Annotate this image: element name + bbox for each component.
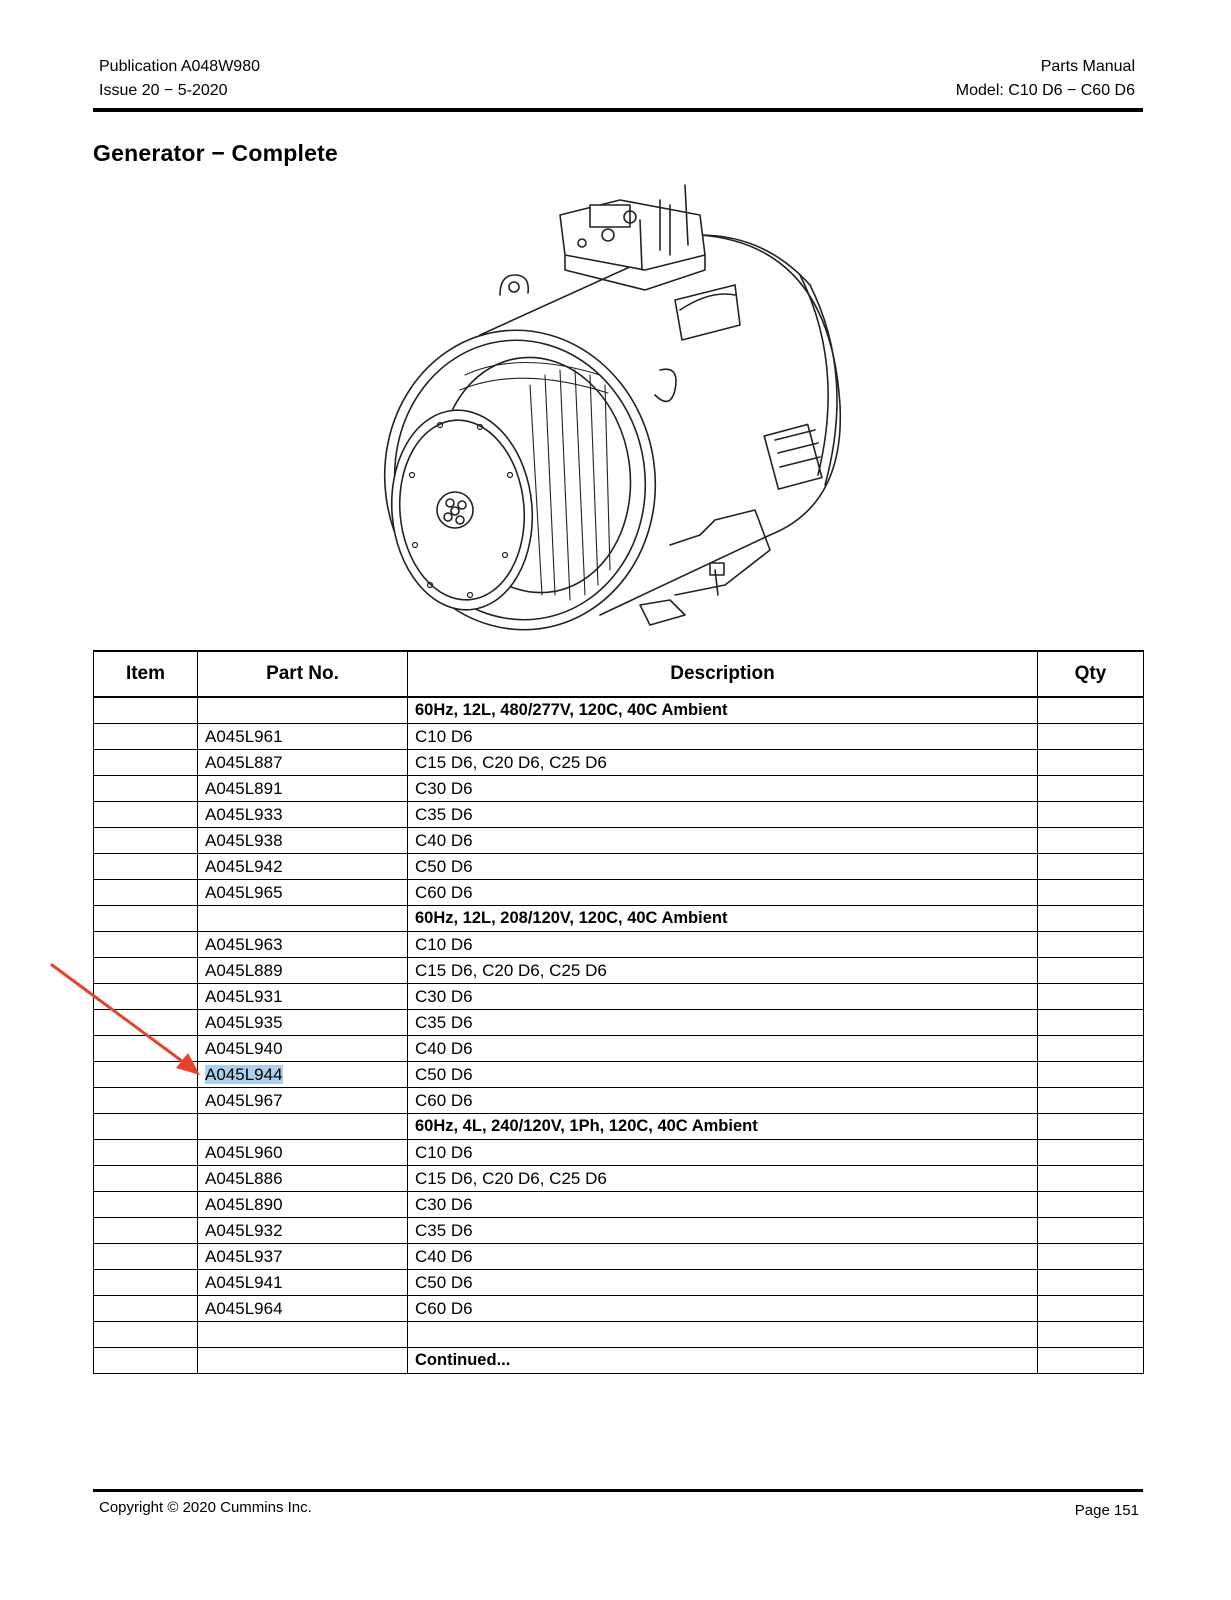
description-cell [408, 776, 1038, 802]
table-row [94, 932, 1144, 958]
part-number-cell-text: A045L967 [205, 1090, 283, 1110]
manual-type: Parts Manual [1040, 58, 1135, 75]
part-number-cell-text: A045L940 [205, 1038, 283, 1058]
description-cell [408, 1010, 1038, 1036]
item-cell [94, 932, 198, 958]
item-cell [94, 1270, 198, 1296]
part-number-cell-text: A045L938 [205, 830, 283, 850]
description-cell-text: C30 D6 [415, 1194, 473, 1214]
table-row [94, 984, 1144, 1010]
description-cell [408, 802, 1038, 828]
part-number-cell [198, 697, 408, 724]
part-number-cell-text: A045L890 [205, 1194, 283, 1214]
table-group-row [94, 1114, 1144, 1140]
item-cell [94, 1140, 198, 1166]
part-number-cell [198, 724, 408, 750]
part-number-cell [198, 776, 408, 802]
part-number-cell [198, 906, 408, 932]
description-cell [408, 1036, 1038, 1062]
part-number-cell [198, 1296, 408, 1322]
part-number-cell [198, 854, 408, 880]
description-cell-text: 60Hz, 4L, 240/120V, 1Ph, 120C, 40C Ambient [415, 1117, 758, 1135]
table-row [94, 724, 1144, 750]
description-cell [408, 854, 1038, 880]
part-number-cell [198, 1140, 408, 1166]
item-cell [94, 1296, 198, 1322]
item-cell [94, 880, 198, 906]
table-row [94, 750, 1144, 776]
description-cell [408, 1218, 1038, 1244]
part-number-cell-text: A045L965 [205, 882, 283, 902]
table-row [94, 1010, 1144, 1036]
qty-cell [1038, 932, 1144, 958]
part-number-cell [198, 1088, 408, 1114]
description-cell-text: 60Hz, 12L, 480/277V, 120C, 40C Ambient [415, 701, 728, 719]
description-cell-text: C30 D6 [415, 986, 473, 1006]
part-number-cell-text: A045L886 [205, 1168, 283, 1188]
description-cell [408, 724, 1038, 750]
part-number-cell [198, 1244, 408, 1270]
part-number-cell [198, 802, 408, 828]
table-row [94, 1166, 1144, 1192]
part-number-cell [198, 958, 408, 984]
description-cell-text: C60 D6 [415, 882, 473, 902]
description-cell-text: C10 D6 [415, 934, 473, 954]
header-left [99, 55, 260, 103]
description-cell-text: C30 D6 [415, 778, 473, 798]
part-number-cell-text: A045L887 [205, 752, 283, 772]
qty-cell [1038, 724, 1144, 750]
table-group-row [94, 697, 1144, 724]
table-row [94, 880, 1144, 906]
part-number-cell [198, 984, 408, 1010]
description-cell-text: 60Hz, 12L, 208/120V, 120C, 40C Ambient [415, 909, 728, 927]
description-cell [408, 932, 1038, 958]
part-number-cell [198, 1114, 408, 1140]
part-number-cell [198, 1270, 408, 1296]
qty-cell [1038, 1140, 1144, 1166]
description-cell-text: C50 D6 [415, 856, 473, 876]
part-number-cell-text: A045L960 [205, 1142, 283, 1162]
part-number-cell [198, 1218, 408, 1244]
description-cell [408, 697, 1038, 724]
column-header-description: Description [408, 651, 1038, 697]
qty-cell [1038, 1114, 1144, 1140]
description-cell [408, 1270, 1038, 1296]
part-number-cell-text: A045L937 [205, 1246, 283, 1266]
description-cell [408, 1192, 1038, 1218]
item-cell [94, 776, 198, 802]
part-number-cell [198, 932, 408, 958]
table-row [94, 1088, 1144, 1114]
description-cell-text: C50 D6 [415, 1272, 473, 1292]
description-cell [408, 1062, 1038, 1088]
part-number-cell-text: A045L964 [205, 1298, 283, 1318]
table-row [94, 828, 1144, 854]
table-row [94, 1036, 1144, 1062]
part-number-cell [198, 1348, 408, 1374]
qty-cell [1038, 776, 1144, 802]
table-row [94, 1244, 1144, 1270]
red-arrow-annotation [40, 955, 220, 1085]
item-cell [94, 906, 198, 932]
part-number-cell-text: A045L963 [205, 934, 283, 954]
part-number-cell [198, 1166, 408, 1192]
part-number-cell-text: A045L889 [205, 960, 283, 980]
description-cell-text: C40 D6 [415, 830, 473, 850]
part-number-cell-text: A045L931 [205, 986, 283, 1006]
description-cell [408, 1244, 1038, 1270]
description-cell-text: C40 D6 [415, 1246, 473, 1266]
table-row [94, 1322, 1144, 1348]
description-cell [408, 1296, 1038, 1322]
column-header-part-no: Part No. [198, 651, 408, 697]
publication-number: Publication A048W980 [99, 58, 260, 75]
part-number-cell-text: A045L942 [205, 856, 283, 876]
qty-cell [1038, 1348, 1144, 1374]
description-cell [408, 1348, 1038, 1374]
qty-cell [1038, 1036, 1144, 1062]
part-number-cell-text: A045L961 [205, 726, 283, 746]
description-cell-text: C35 D6 [415, 1220, 473, 1240]
generator-illustration [370, 175, 870, 635]
part-number-cell-text: A045L891 [205, 778, 283, 798]
item-cell [94, 1192, 198, 1218]
qty-cell [1038, 1322, 1144, 1348]
description-cell-text: C15 D6, C20 D6, C25 D6 [415, 960, 607, 980]
qty-cell [1038, 828, 1144, 854]
description-cell [408, 750, 1038, 776]
description-cell [408, 958, 1038, 984]
item-cell [94, 750, 198, 776]
highlighted-part-number: A045L944 [205, 1064, 283, 1084]
qty-cell [1038, 1088, 1144, 1114]
part-number-cell-text: A045L935 [205, 1012, 283, 1032]
description-cell-text: C35 D6 [415, 1012, 473, 1032]
table-row [94, 1192, 1144, 1218]
qty-cell [1038, 1244, 1144, 1270]
description-cell-text: C10 D6 [415, 1142, 473, 1162]
table-row [94, 1270, 1144, 1296]
description-cell-text: C35 D6 [415, 804, 473, 824]
copyright-notice: Copyright © 2020 Cummins Inc. [99, 1499, 312, 1516]
qty-cell [1038, 1296, 1144, 1322]
description-cell [408, 1140, 1038, 1166]
item-cell [94, 802, 198, 828]
part-number-cell [198, 880, 408, 906]
part-number-cell [198, 750, 408, 776]
qty-cell [1038, 802, 1144, 828]
description-cell-text: C60 D6 [415, 1298, 473, 1318]
parts-table [93, 650, 1144, 1374]
part-number-cell [198, 1192, 408, 1218]
description-cell-text: C60 D6 [415, 1090, 473, 1110]
header-right [956, 55, 1135, 103]
table-row [94, 854, 1144, 880]
table-row [94, 1218, 1144, 1244]
item-cell [94, 1114, 198, 1140]
description-cell [408, 1088, 1038, 1114]
qty-cell [1038, 1192, 1144, 1218]
part-number-cell [198, 1010, 408, 1036]
model-range: Model: C10 D6 − C60 D6 [955, 82, 1135, 99]
part-number-cell [198, 828, 408, 854]
qty-cell [1038, 906, 1144, 932]
item-cell [94, 697, 198, 724]
issue-date: Issue 20 − 5-2020 [99, 82, 228, 99]
description-cell [408, 984, 1038, 1010]
description-cell-text: C40 D6 [415, 1038, 473, 1058]
description-cell-text: C50 D6 [415, 1064, 473, 1084]
item-cell [94, 1218, 198, 1244]
item-cell [94, 854, 198, 880]
part-number-cell-text: A045L941 [205, 1272, 283, 1292]
qty-cell [1038, 750, 1144, 776]
description-cell [408, 1114, 1038, 1140]
part-number-cell [198, 1322, 408, 1348]
table-group-row [94, 906, 1144, 932]
description-cell [408, 1166, 1038, 1192]
qty-cell [1038, 1010, 1144, 1036]
table-row [94, 1140, 1144, 1166]
description-cell [408, 828, 1038, 854]
description-cell-text: Continued... [415, 1351, 511, 1369]
item-cell [94, 1166, 198, 1192]
table-row [94, 1062, 1144, 1088]
qty-cell [1038, 1062, 1144, 1088]
column-header-item: Item [94, 651, 198, 697]
item-cell [94, 724, 198, 750]
parts-table-body [94, 697, 1144, 1374]
part-number-cell [198, 1036, 408, 1062]
table-group-row [94, 1348, 1144, 1374]
column-header-qty: Qty [1038, 651, 1144, 697]
qty-cell [1038, 697, 1144, 724]
item-cell [94, 1322, 198, 1348]
item-cell [94, 1244, 198, 1270]
description-cell-text: C15 D6, C20 D6, C25 D6 [415, 1168, 607, 1188]
item-cell [94, 1348, 198, 1374]
item-cell [94, 828, 198, 854]
page-number: Page 151 [1074, 1502, 1139, 1519]
page-title: Generator − Complete [93, 140, 338, 166]
part-number-cell [198, 1062, 408, 1088]
table-row [94, 776, 1144, 802]
table-row [94, 1296, 1144, 1322]
item-cell [94, 1088, 198, 1114]
qty-cell [1038, 1270, 1144, 1296]
table-row [94, 958, 1144, 984]
description-cell [408, 1322, 1038, 1348]
qty-cell [1038, 880, 1144, 906]
description-cell-text: C15 D6, C20 D6, C25 D6 [415, 752, 607, 772]
qty-cell [1038, 854, 1144, 880]
table-header-row [94, 651, 1144, 697]
qty-cell [1038, 958, 1144, 984]
footer-divider [93, 1489, 1143, 1492]
table-row [94, 802, 1144, 828]
description-cell [408, 880, 1038, 906]
header-divider [93, 108, 1143, 112]
description-cell [408, 906, 1038, 932]
part-number-cell-text: A045L933 [205, 804, 283, 824]
part-number-cell-text: A045L932 [205, 1220, 283, 1240]
qty-cell [1038, 984, 1144, 1010]
qty-cell [1038, 1218, 1144, 1244]
description-cell-text: C10 D6 [415, 726, 473, 746]
qty-cell [1038, 1166, 1144, 1192]
